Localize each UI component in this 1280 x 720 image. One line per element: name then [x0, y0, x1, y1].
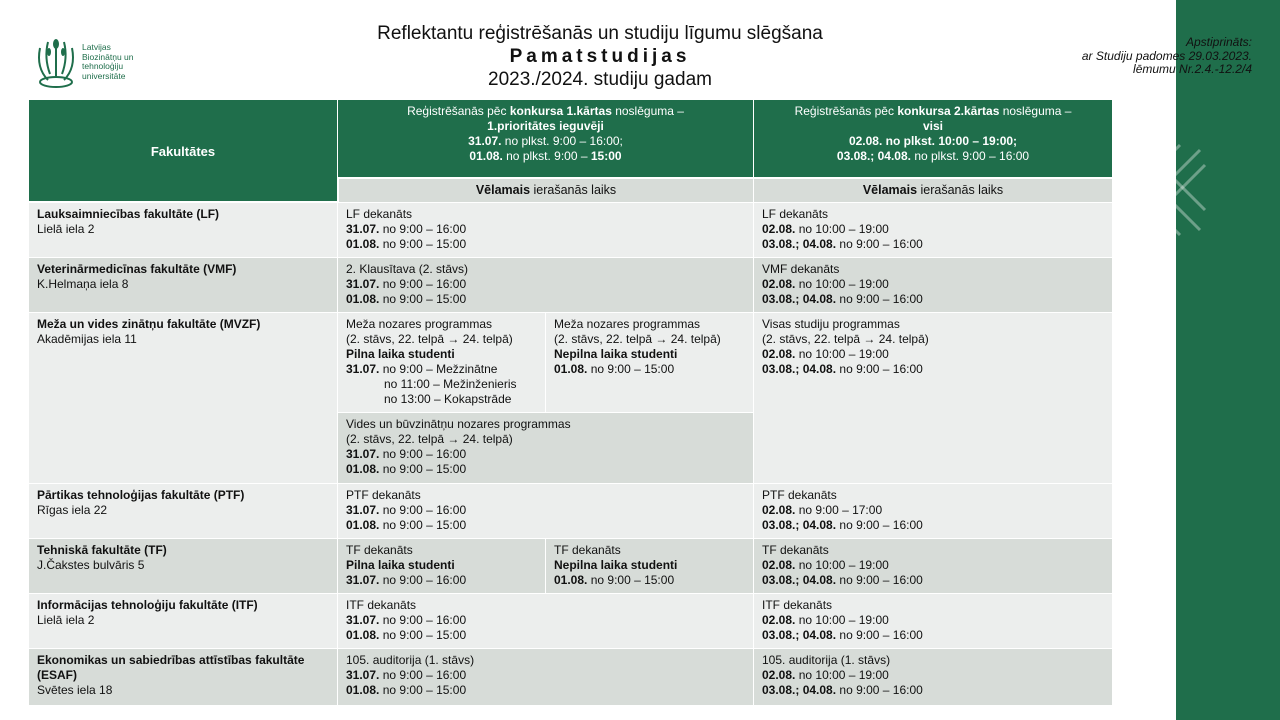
time: no 9:00 – 16:00	[836, 683, 923, 697]
date: 31.07.	[346, 222, 380, 236]
program: Vides un būvzinātņu nozares programmas	[346, 417, 571, 431]
time: no 9:00 – 16:00	[379, 222, 467, 236]
date: 02.08.	[762, 222, 796, 236]
text: Vēlamais	[475, 183, 531, 197]
title-line-3: 2023./2024. studiju gadam	[488, 69, 712, 90]
faculty-name: Meža un vides zinātņu fakultāte (MVZF)	[37, 317, 261, 331]
faculty-name: Ekonomikas un sabiedrības attīstības fakultāte (ESAF)	[37, 653, 305, 682]
text: no plkst. 9:00 – 16:00	[910, 149, 1030, 163]
time: no 9:00 – 16:00	[379, 503, 467, 517]
date: 01.08.	[346, 683, 380, 697]
table-row-ptf-round1	[338, 484, 753, 538]
location: LF dekanāts	[762, 207, 829, 221]
table-row-mvzf-round2	[754, 313, 1112, 483]
date: 01.08.	[346, 628, 380, 642]
time: no 9:00 – 16:00	[379, 447, 467, 461]
text: Vēlamais	[862, 183, 918, 197]
date: 31.07.	[346, 613, 380, 627]
location: 2. Klausītava (2. stāvs)	[346, 262, 469, 276]
time: no 9:00 – 16:00	[836, 362, 923, 376]
text: 31.07.	[468, 134, 502, 148]
text: ierašanās laiks	[917, 183, 1004, 197]
location: TF dekanāts	[554, 543, 621, 557]
header-round-2	[754, 100, 1112, 177]
faculty-address: Lielā iela 2	[37, 613, 95, 627]
faculty-name: Pārtikas tehnoloģijas fakultāte (PTF)	[37, 488, 245, 502]
date: 02.08.	[762, 347, 796, 361]
date: 02.08.	[762, 668, 796, 682]
time: no 9:00 – 15:00	[379, 628, 467, 642]
time: no 10:00 – 19:00	[795, 668, 889, 682]
time: no 9:00 – 15:00	[379, 683, 467, 697]
table-row-esaf-round1	[338, 649, 753, 705]
faculty-name: Veterinārmedicīnas fakultāte (VMF)	[37, 262, 237, 276]
university-emblem-icon	[34, 34, 78, 90]
program: Meža nozares programmas	[554, 317, 701, 331]
text: no plkst. 9:00 –	[502, 149, 591, 163]
date: 31.07.	[346, 668, 380, 682]
date: 01.08.	[346, 237, 380, 251]
time: no 9:00 – 16:00	[836, 573, 923, 587]
approval-note	[1082, 36, 1252, 77]
time: no 13:00 – Kokapstrāde	[384, 392, 512, 406]
date: 03.08.; 04.08.	[762, 237, 837, 251]
text: noslēguma –	[611, 104, 684, 118]
text: konkursa 2.kārtas	[897, 104, 1000, 118]
table-row-tf-round2	[754, 539, 1112, 593]
program: Meža nozares programmas	[346, 317, 493, 331]
time: no 9:00 – 16:00	[379, 613, 467, 627]
table-row-vmf-faculty	[29, 258, 337, 312]
title-line-1: Reflektantu reģistrēšanās un studiju līgumu slēgšana	[377, 23, 823, 44]
right-green-band	[1176, 0, 1280, 720]
time: no 9:00 – 15:00	[379, 518, 467, 532]
logo-line: tehnoloģiju	[82, 61, 124, 71]
text: visi	[922, 119, 943, 133]
table-row-lf-faculty	[29, 203, 337, 257]
text: konkursa 1.kārtas	[509, 104, 612, 118]
logo-line: Latvijas	[82, 42, 111, 52]
location: PTF dekanāts	[346, 488, 421, 502]
location: 105. auditorija (1. stāvs)	[762, 653, 891, 667]
date: 01.08.	[346, 462, 380, 476]
date: 03.08.; 04.08.	[762, 683, 837, 697]
title-line-2: Pamatstudijas	[509, 46, 691, 67]
text: Reģistrēšanās pēc	[794, 104, 898, 118]
date: 02.08.	[762, 613, 796, 627]
faculty-address: K.Helmaņa iela 8	[37, 277, 129, 291]
date: 01.08.	[554, 362, 588, 376]
table-row-esaf-faculty	[29, 649, 337, 705]
time: no 9:00 – 15:00	[379, 237, 467, 251]
faculty-address: Rīgas iela 22	[37, 503, 108, 517]
text: noslēguma –	[999, 104, 1072, 118]
approval-line-2: ar Studiju padomes 29.03.2023.	[1081, 48, 1252, 63]
location: (2. stāvs, 22. telpā → 24. telpā)	[762, 332, 929, 346]
text: 1.prioritātes ieguvēji	[487, 119, 604, 133]
location: (2. stāvs, 22. telpā → 24. telpā)	[346, 432, 513, 446]
header-round-1	[338, 100, 753, 177]
time: no 9:00 – 15:00	[587, 573, 675, 587]
table-row-tf-faculty	[29, 539, 337, 593]
study-mode: Nepilna laika studenti	[554, 558, 678, 572]
text: Reģistrēšanās pēc	[407, 104, 510, 118]
table-row-esaf-round2	[754, 649, 1112, 705]
location: ITF dekanāts	[762, 598, 833, 612]
location: LF dekanāts	[346, 207, 413, 221]
table-row-itf-round2	[754, 594, 1112, 648]
text: 03.08.; 04.08.	[836, 149, 911, 163]
table-row-vmf-round1	[338, 258, 753, 312]
study-mode: Pilna laika studenti	[346, 558, 455, 572]
table-row-ptf-round2	[754, 484, 1112, 538]
logo-line: Biozinātņu un	[82, 51, 134, 62]
location: TF dekanāts	[346, 543, 413, 557]
date: 31.07.	[346, 362, 380, 376]
time: no 9:00 – 16:00	[379, 573, 467, 587]
faculty-name: Tehniskā fakultāte (TF)	[37, 543, 167, 557]
time: no 10:00 – 19:00	[795, 347, 889, 361]
location: TF dekanāts	[762, 543, 829, 557]
time: no 9:00 – 15:00	[587, 362, 675, 376]
time: no 10:00 – 19:00	[795, 558, 889, 572]
table-row-vmf-round2	[754, 258, 1112, 312]
date: 31.07.	[346, 573, 380, 587]
time: no 9:00 – 16:00	[379, 277, 467, 291]
table-row-ptf-faculty	[29, 484, 337, 538]
date: 01.08.	[346, 518, 380, 532]
table-row-mvzf-faculty	[29, 313, 337, 483]
date: 03.08.; 04.08.	[762, 518, 837, 532]
date: 31.07.	[346, 277, 380, 291]
location: PTF dekanāts	[762, 488, 837, 502]
header-faculties-label: Fakultātes	[150, 144, 216, 159]
date: 03.08.; 04.08.	[762, 573, 837, 587]
time: no 9:00 – Mežzinātne	[379, 362, 498, 376]
date: 02.08.	[762, 558, 796, 572]
faculty-address: Svētes iela 18	[37, 683, 113, 697]
faculty-address: Akadēmijas iela 11	[37, 332, 137, 346]
decorative-lines-icon	[1110, 140, 1210, 240]
approval-line-1: Apstiprināts:	[1185, 35, 1252, 49]
faculty-name: Lauksaimniecības fakultāte (LF)	[37, 207, 220, 221]
time: no 9:00 – 16:00	[836, 292, 923, 306]
faculty-address: Lielā iela 2	[37, 222, 95, 236]
date: 31.07.	[346, 447, 380, 461]
text: 02.08. no plkst. 10:00 – 19:00;	[848, 134, 1018, 148]
time: no 9:00 – 16:00	[836, 237, 923, 251]
table-row-mvzf-round1-fulltime	[338, 313, 545, 412]
date: 01.08.	[346, 292, 380, 306]
date: 03.08.; 04.08.	[762, 628, 837, 642]
location: (2. stāvs, 22. telpā → 24. telpā)	[554, 332, 721, 346]
page-title	[290, 22, 910, 91]
header-faculties	[29, 100, 337, 201]
date: 02.08.	[762, 277, 796, 291]
study-mode: Nepilna laika studenti	[554, 347, 678, 361]
table-row-lf-round2	[754, 203, 1112, 257]
date: 03.08.; 04.08.	[762, 292, 837, 306]
text: 01.08.	[469, 149, 503, 163]
date: 31.07.	[346, 503, 380, 517]
table-row-tf-round1-fulltime	[338, 539, 545, 593]
subheader-preferred-time-1	[339, 179, 753, 202]
time: no 9:00 – 15:00	[379, 462, 467, 476]
table-row-lf-round1	[338, 203, 753, 257]
time: no 10:00 – 19:00	[795, 277, 889, 291]
subheader-preferred-time-2	[754, 179, 1112, 202]
table-row-tf-round1-parttime	[546, 539, 753, 593]
text: 15:00	[590, 149, 622, 163]
time: no 9:00 – 15:00	[379, 292, 467, 306]
table-row-itf-round1	[338, 594, 753, 648]
program: Visas studiju programmas	[762, 317, 900, 331]
time: no 11:00 – Mežinženieris	[384, 377, 517, 391]
table-row-itf-faculty	[29, 594, 337, 648]
location: (2. stāvs, 22. telpā → 24. telpā)	[346, 332, 513, 346]
date: 03.08.; 04.08.	[762, 362, 837, 376]
study-mode: Pilna laika studenti	[346, 347, 455, 361]
location: ITF dekanāts	[346, 598, 417, 612]
table-row-mvzf-round1-parttime	[546, 313, 753, 412]
time: no 9:00 – 17:00	[795, 503, 883, 517]
date: 02.08.	[762, 503, 796, 517]
date: 01.08.	[554, 573, 588, 587]
time: no 9:00 – 16:00	[836, 628, 923, 642]
approval-line-3: lēmumu Nr.2.4.-12.2/4	[1133, 62, 1252, 76]
location: 105. auditorija (1. stāvs)	[346, 653, 475, 667]
time: no 9:00 – 16:00	[836, 518, 923, 532]
faculty-address: J.Čakstes bulvāris 5	[37, 558, 145, 572]
text: ierašanās laiks	[530, 183, 617, 197]
logo-line: universitāte	[82, 70, 126, 81]
faculty-name: Informācijas tehnoloģiju fakultāte (ITF)	[37, 598, 258, 612]
logo-text	[82, 43, 134, 81]
time: no 10:00 – 19:00	[795, 222, 889, 236]
text: no plkst. 9:00 – 16:00;	[501, 134, 623, 148]
table-row-mvzf-round1-env	[338, 413, 753, 483]
time: no 10:00 – 19:00	[795, 613, 889, 627]
time: no 9:00 – 16:00	[379, 668, 467, 682]
location: VMF dekanāts	[762, 262, 840, 276]
